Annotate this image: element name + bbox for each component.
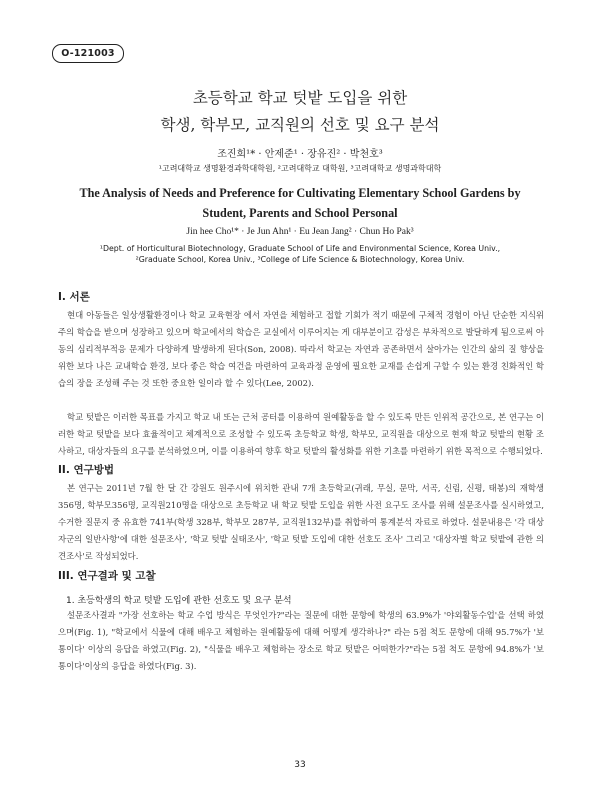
methods-paragraph: 본 연구는 2011년 7월 한 달 간 강원도 원주시에 위치한 관내 7개 초등학교(귀래, 무실, 문막, 서곡, 신림, 신평, 태봉)의 재학생 356명, 학부모356명, 교직원210명을 대상으로 초등학교 내 학교 텃밭 도입을 위한 사전 요구도 조사를 위해 설문조사를 실시하였고, 수거한 질문지 중 유효한 741부(학생 328부, 학부모 287부, 교직원132부)를 취합하여 통계분석 자료로 하였다. 설문내용은 '각 대상자군의 일반사항'에 대한 설문조사', '학교 텃밭 실태조사', '학교 텃밭 도입에 대한 선호도 조사' 그리고 '대상자별 학교 텃밭에 관한 의견조사'로 작성되었다. <box>58 483 544 561</box>
section-heading-introduction: I. 서론 <box>58 291 90 303</box>
english-authors: Jin hee Cho¹* · Je Jun Ahn¹ · Eu Jean Jang² · Chun Ho Pak³ <box>186 227 414 237</box>
section-heading-results: III. 연구결과 및 고찰 <box>58 570 156 582</box>
korean-affiliations: ¹고려대학교 생명환경과학대학원, ²고려대학교 대학원, ³고려대학교 생명과학대학 <box>158 164 442 173</box>
korean-authors: 조진희¹* · 안제준¹ · 장유진² · 박천호³ <box>217 149 383 160</box>
section-heading-methods: II. 연구방법 <box>58 464 115 476</box>
english-title-line-2: Student, Parents and School Personal <box>202 206 398 220</box>
english-title-line-1: The Analysis of Needs and Preference for Cultivating Elementary School Gardens by <box>79 186 521 200</box>
introduction-paragraph-2: 학교 텃밭은 이러한 목표를 가지고 학교 내 또는 근처 공터를 이용하여 원예활동을 할 수 있도록 만든 인위적 공간으로, 본 연구는 이러한 학교 텃밭을 보다 효율적이고 체계적으로 조성할 수 있도록 초등학교 학생, 학부모, 교직원을 대상으로 현재 학교 텃밭의 현황 조사하고, 대상자들의 요구를 분석하였으며, 이를 이용하여 향후 학교 텃밭의 활성화를 위한 기초를 마련하기 위한 목적으로 수행되었다. <box>58 412 544 456</box>
korean-title-line-2: 학생, 학부모, 교직원의 선호 및 요구 분석 <box>160 116 440 134</box>
page-number: 33 <box>294 760 306 770</box>
english-affiliation-line-2: ²Graduate School, Korea Univ., ³College of Life Science & Biotechnology, Korea Univ. <box>135 255 465 264</box>
results-paragraph-1: 설문조사결과 "가장 선호하는 학교 수업 방식은 무엇인가?"라는 질문에 대한 문항에 학생의 63.9%가 '야외활동수업'을 선택 하였으며(Fig. 1), "학교에서 식물에 대해 배우고 체험하는 원예활동에 대해 어떻게 생각하나?" 라는 5점 척도 문항에 대해 95.7%가 '보통이다' 이상의 응답을 하였고(Fig. 2), "식물을 배우고 체험하는 장소로 학교 텃밭은 어떠한가?"라는 5점 척도 문항에 94.8%가 '보통이다'이상의 응답을 하였다(Fig. 3). <box>58 610 544 671</box>
english-affiliation-line-1: ¹Dept. of Horticultural Biotechnology, Graduate School of Life and Environmental Science, Korea Univ., <box>99 244 501 253</box>
results-subheading-1: 1. 초등학생의 학교 텃밭 도입에 관한 선호도 및 요구 분석 <box>66 596 292 606</box>
abstract-code-badge: O-121003 <box>52 44 124 63</box>
korean-title-line-1: 초등학교 학교 텃밭 도입을 위한 <box>192 89 408 107</box>
introduction-paragraph-1: 현대 아동들은 일상생활환경이나 학교 교육현장 에서 자연을 체험하고 접할 기회가 적기 때문에 구체적 경험이 아닌 단순한 지식위주의 학습을 받으며 성장하고 있으며 학교에서의 학습은 교실에서 이루어지는 게 대부분이고 감성은 부차적으로 발달하게 됨으로써 아동의 심리적부적응 문제가 다양하게 발생하게 된다(Son, 2008). 따라서 학교는 자연과 공존하면서 살아가는 인간의 삶의 질 향상을 위한 보다 나은 교내학습 환경, 보다 좋은 학습 여건을 마련하여 교육과정 운영에 필요한 교재를 손쉽게 구할 수 있는 환경 친화적인 학습의 장을 조성해 주는 것 또한 중요한 일이라 할 수 있다(Lee, 2002). <box>58 310 544 388</box>
